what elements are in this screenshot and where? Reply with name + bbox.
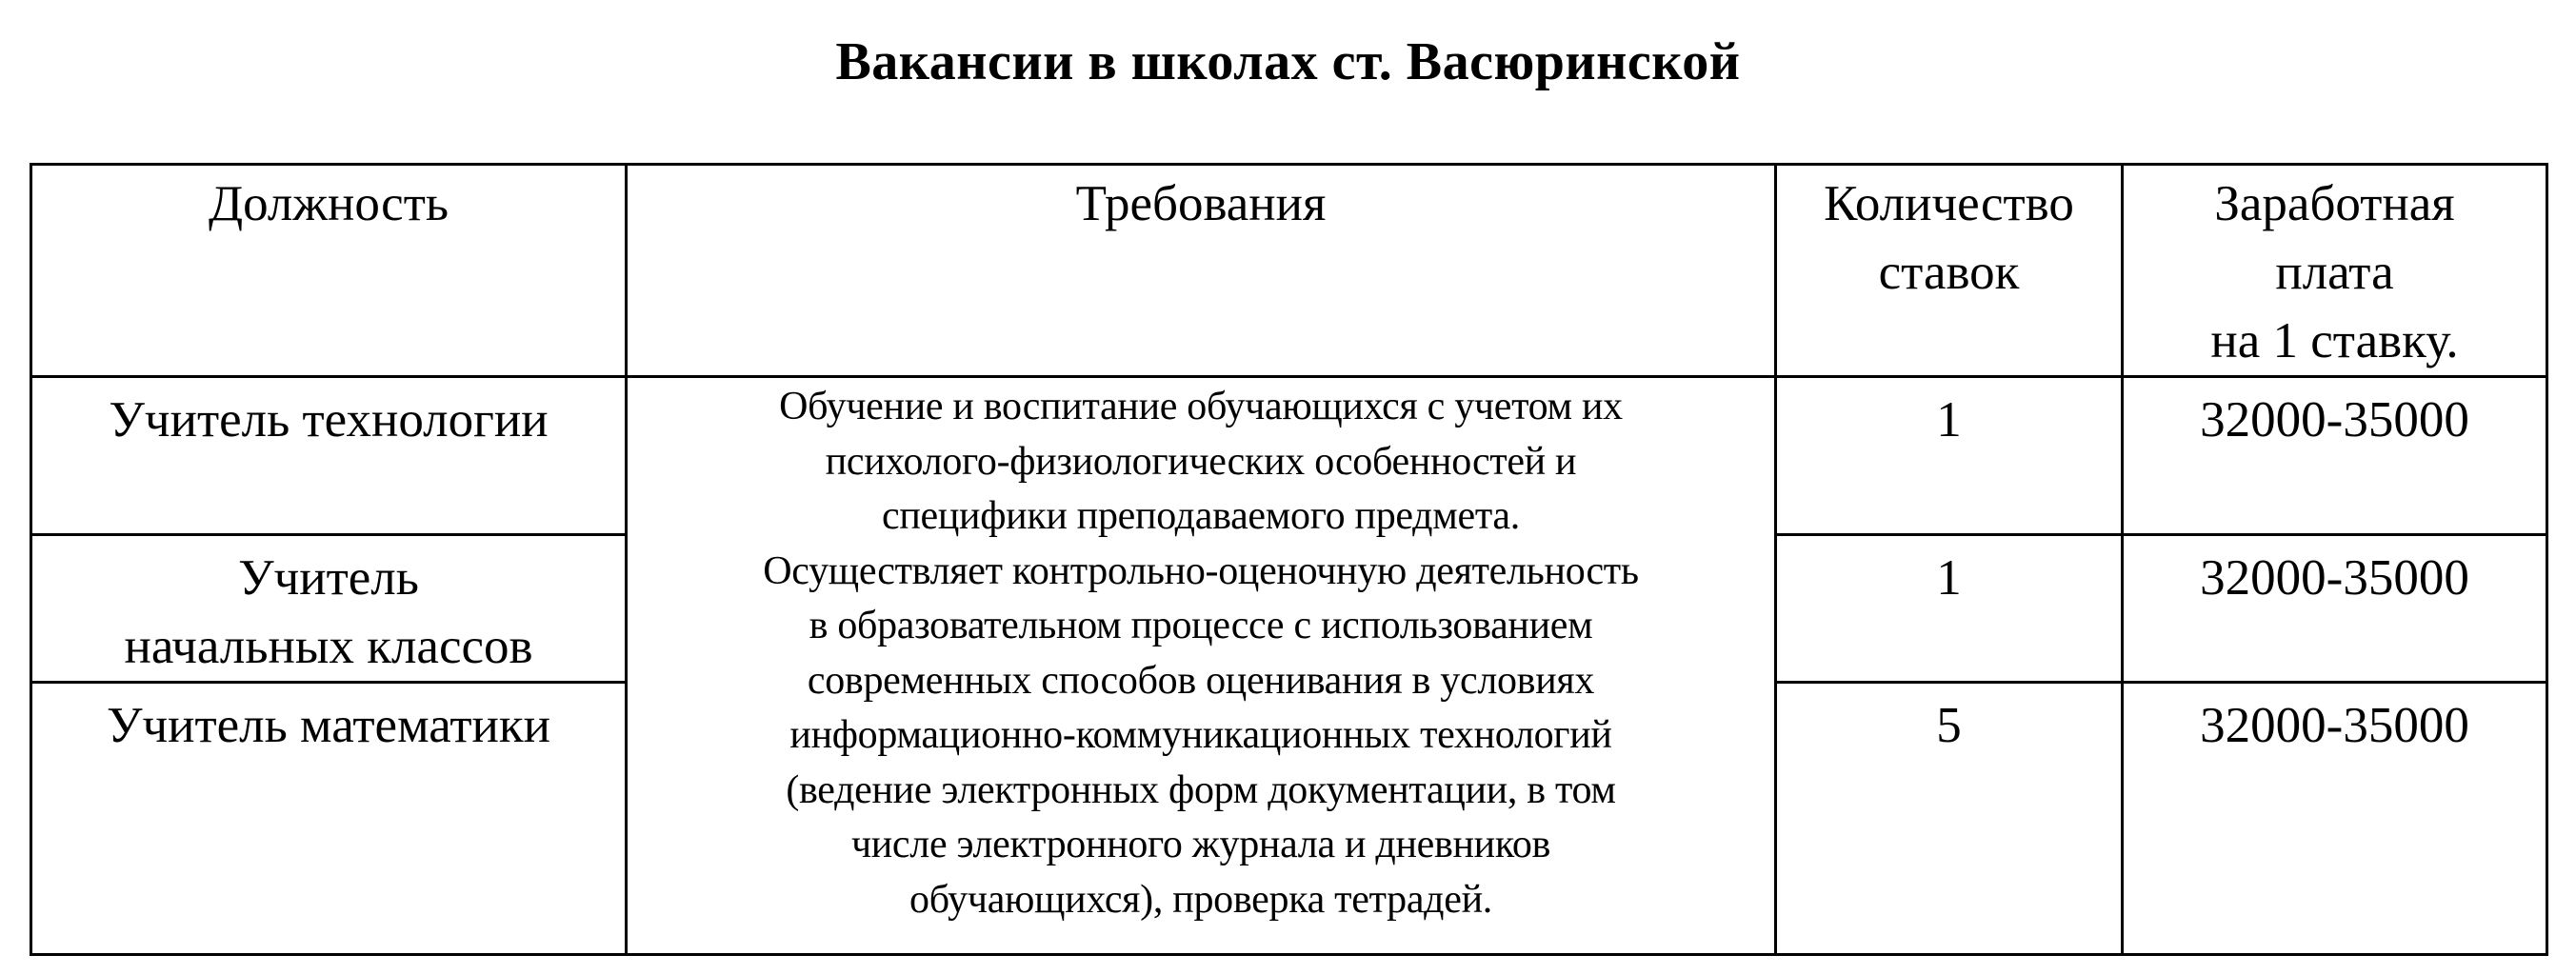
count-cell: 1 [1776,377,2123,535]
count-cell: 5 [1776,683,2123,955]
position-label: Учитель математики [106,698,551,753]
requirements-line: Обучение и воспитание обучающихся с учетом их [779,385,1623,428]
header-salary-line1: Заработная [2214,176,2455,231]
salary-cell: 32000-35000 [2123,535,2547,683]
requirements-line: современных способов оценивания в условиях [807,658,1595,703]
requirements-line: (ведение электронных форм документации, в том [786,767,1616,812]
requirements-line: информационно-коммуникационных технологий [789,713,1612,757]
header-position-label: Должность [208,176,449,231]
salary-cell: 32000-35000 [2123,683,2547,955]
header-requirements-label: Требования [1075,176,1327,231]
header-count [1776,165,2123,377]
header-salary-line3: на 1 ставку. [2210,313,2459,368]
header-count-line1: Количество [1824,176,2074,231]
position-label-line2: начальных классов [124,619,533,674]
requirements-line: специфики преподаваемого предмета. [882,494,1520,538]
header-salary [2123,165,2547,377]
requirements-line: обучающихся), проверка тетрадей. [909,877,1492,922]
table-header-row [31,165,2547,377]
requirements-line: в образовательном процессе с использованием [809,604,1593,647]
position-label: Учитель технологии [109,392,549,448]
header-salary-line2: плата [2275,245,2394,300]
position-cell [31,535,627,683]
table-row [31,377,2547,535]
salary-cell: 32000-35000 [2123,377,2547,535]
requirements-line: психолого-физиологических особенностей и [825,439,1577,484]
position-cell [31,683,627,955]
header-requirements [627,165,1776,377]
count-cell: 1 [1776,535,2123,683]
position-cell [31,377,627,535]
header-count-line2: ставок [1878,245,2020,300]
position-label-line1: Учитель [238,550,419,606]
requirements-cell [627,377,1776,955]
requirements-line: Осуществляет контрольно-оценочную деятельность [763,548,1639,593]
requirements-line: числе электронного журнала и дневников [850,823,1551,866]
document-title: Вакансии в школах ст. Васюринской [835,32,1741,91]
vacancies-table [30,163,2548,956]
header-position [31,165,627,377]
